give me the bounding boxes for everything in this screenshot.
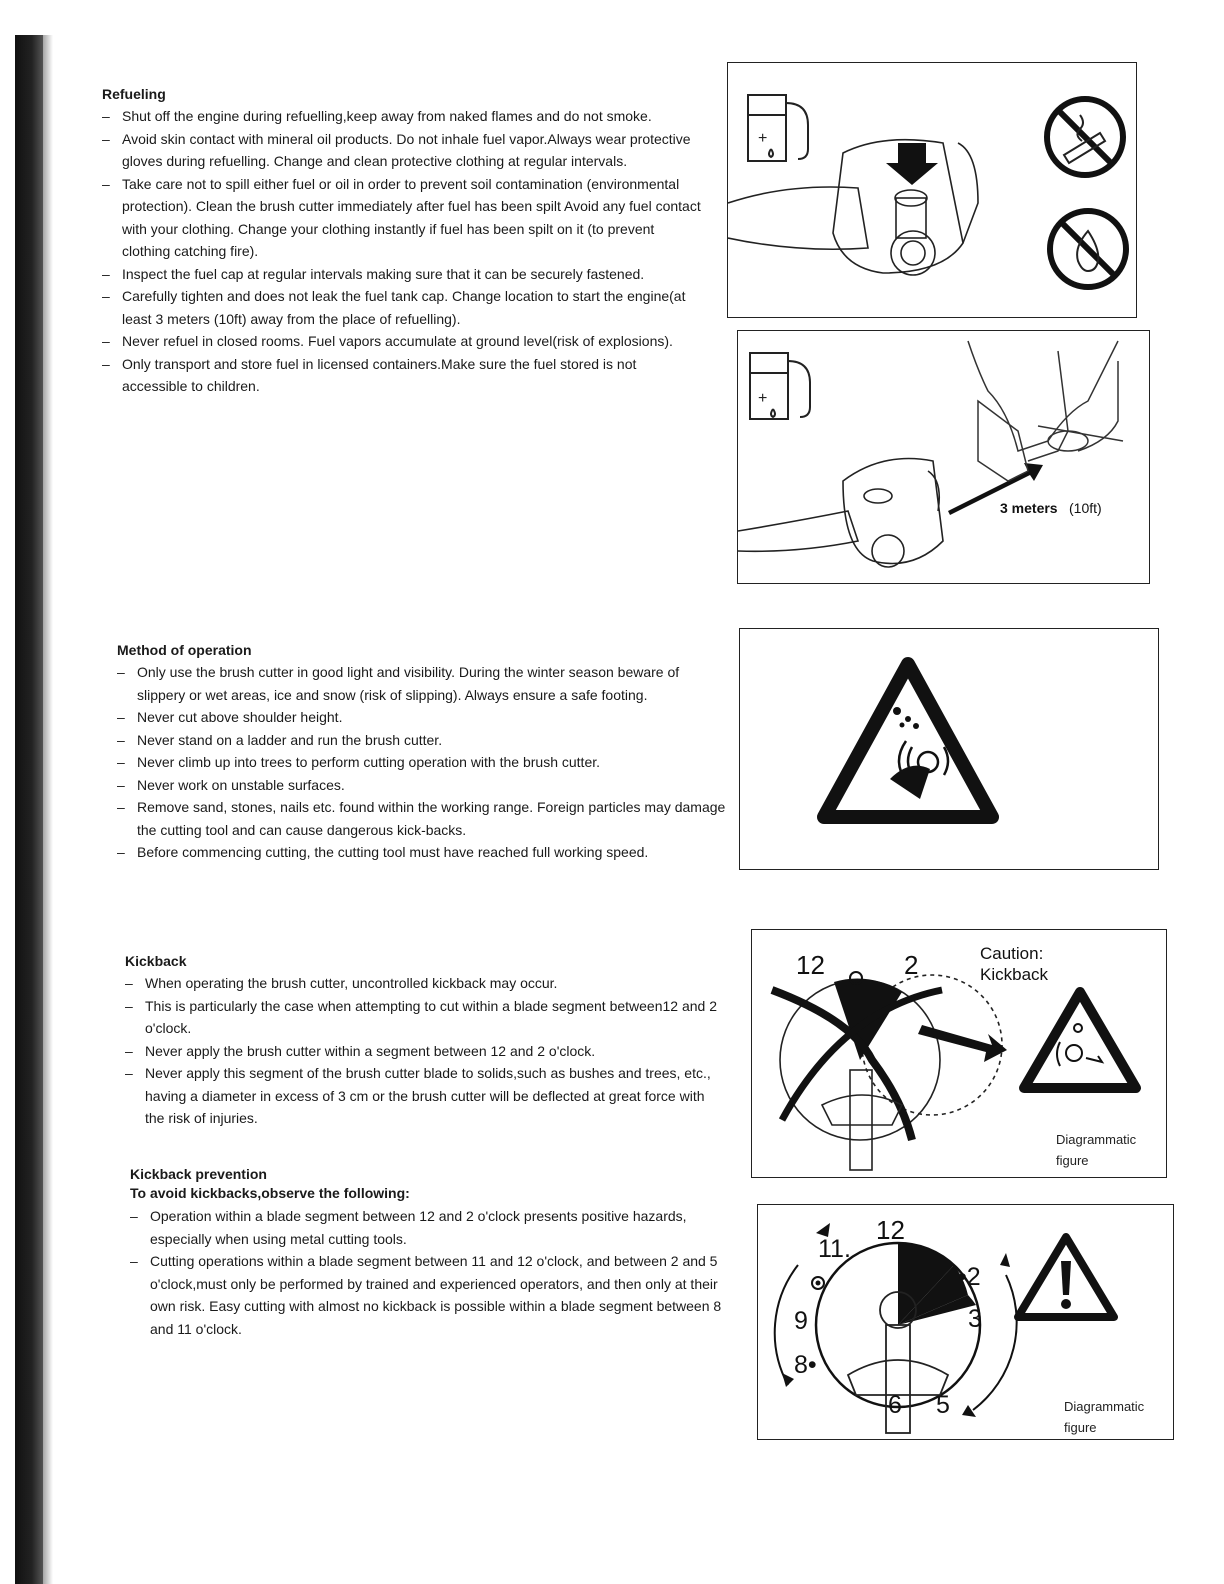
figure-three-meters [737,330,1150,584]
figure-clock-segments [757,1204,1174,1440]
kickback-title: Kickback [125,953,187,969]
list-item: – Never work on unstable surfaces. [117,774,727,797]
list-item: – Never stand on a ladder and run the brush cutter. [117,729,727,752]
list-item: – Never climb up into trees to perform cutting operation with the brush cutter. [117,751,727,774]
list-item: – Never cut above shoulder height. [117,706,727,729]
scan-edge-shadow [15,35,43,1584]
list-item: – Only use the brush cutter in good light and visibility. During the winter season beware of slippery or wet areas, ice and snow (risk of slipping). Always ensure a safe footing. [117,661,727,706]
warning-triangle-icon [824,664,992,817]
list-item: – Carefully tighten and does not leak the fuel tank cap. Change location to start the engine(at least 3 meters (10ft) away from the place of refuelling). [102,285,702,330]
arrow-down-icon [886,143,938,185]
svg-text:+: + [758,390,768,407]
caption-line-2: figure [1056,1153,1089,1168]
pivot-marker-icon [816,1281,821,1286]
figure-kickback-diagram [751,929,1167,1178]
fuel-pump-icon [748,95,808,161]
caution-label: Caution: [980,944,1044,963]
fuel-pump-icon [750,353,810,419]
caption-line-2: figure [1064,1420,1097,1435]
move-away-illustration [738,331,1149,583]
blade-shard-icon [890,766,930,799]
thrown-debris-icon [893,707,919,729]
list-item: – Before commencing cutting, the cutting tool must have reached full working speed. [117,841,727,864]
kickback-label: Kickback [980,965,1049,984]
list-item: – Only transport and store fuel in licensed containers.Make sure the fuel stored is not accessible to children. [102,353,702,398]
list-item: – Shut off the engine during refuelling,keep away from naked flames and do not smoke. [102,105,702,128]
list-item: – This is particularly the case when attempting to cut within a blade segment between12 and 2 o'clock. [125,995,725,1040]
figure-thrown-objects-warning [739,628,1159,870]
warning-triangle-icon [1024,992,1136,1088]
distance-meters-label: 3 meters [1000,500,1058,516]
exclamation-icon [1061,1261,1071,1295]
operator-figure-icon [968,341,1123,481]
list-item: – Never apply the brush cutter within a segment between 12 and 2 o'clock. [125,1040,725,1063]
clock-number-3: 3 [968,1305,982,1333]
arrow-head-icon [962,1405,976,1417]
clock-number-9: 9 [794,1307,808,1335]
list-item: – When operating the brush cutter, uncontrolled kickback may occur. [125,972,725,995]
prevention-title: Kickback prevention [130,1166,267,1182]
scan-edge-fade [43,35,53,1584]
clock-number-2: •2 [958,1263,981,1291]
clock-number-2: 2 [904,950,919,980]
clock-number-12: 12 [796,950,825,980]
list-item: – Never refuel in closed rooms. Fuel vapors accumulate at ground level(risk of explosions). [102,330,702,353]
caption-line-1: Diagrammatic [1056,1132,1137,1147]
kickback-section [125,953,725,1130]
refueling-title: Refueling [102,86,166,102]
refueling-list [102,105,702,398]
kickback-illustration [752,930,1166,1177]
svg-text:+: + [758,130,768,147]
arrow-head-icon [1000,1253,1010,1267]
figure-refuel-no-flames [727,62,1137,318]
brush-cutter-engine-icon [738,459,943,568]
brush-cutter-engine-icon [728,140,978,275]
clock-number-8: 8• [794,1351,817,1379]
clock-segments-illustration [758,1205,1173,1439]
arc-arrow-icon [973,1275,1017,1410]
list-item: – Remove sand, stones, nails etc. found within the working range. Foreign particles may damage the cutting tool and can cause dangerous kick-backs. [117,796,727,841]
clock-number-11: 11. [818,1235,851,1263]
method-title: Method of operation [117,642,252,658]
clock-number-6: 6 [888,1391,902,1419]
prevention-subtitle: To avoid kickbacks,observe the following: [130,1185,410,1201]
method-section [117,642,727,864]
slash-icon [772,990,912,1140]
arrow-head-icon [782,1373,794,1387]
list-item: – Operation within a blade segment between 12 and 2 o'clock presents positive hazards, especially when using metal cutting tools. [130,1205,730,1250]
kickback-list [125,972,725,1130]
refuel-illustration [728,63,1136,317]
list-item: – Cutting operations within a blade segment between 11 and 12 o'clock, and between 2 and 5 o'clock,must only be performed by trained and experienced operators, and then only at their own risk. Easy cutting with almost no kickback is possible within a blade segment between 8 and 11 o'clock. [130,1250,730,1340]
kickback-arrow-icon [918,1025,1007,1062]
exclamation-icon [1061,1299,1071,1309]
kickback-symbol-icon [1057,1024,1102,1066]
caption-line-1: Diagrammatic [1064,1399,1145,1414]
clock-number-12: 12 [876,1215,905,1245]
list-item: – Take care not to spill either fuel or oil in order to prevent soil contamination (environmental protection). Clean the brush cutter immediately after fuel has been spilt Avoid any fuel contact with your clothing. Change your clothing instantly if fuel has been spilt on it (to prevent clothing catching fire). [102,173,702,263]
no-smoking-icon [1047,99,1123,175]
prevention-list [130,1205,730,1340]
list-item: – Avoid skin contact with mineral oil products. Do not inhale fuel vapor.Always wear protective gloves during refuelling. Change and clean protective clothing at regular intervals. [102,128,702,173]
no-open-flame-icon [1050,211,1126,287]
clock-number-5: 5 [936,1391,950,1419]
refueling-section [102,86,702,398]
distance-feet-label: (10ft) [1069,500,1102,516]
list-item: – Inspect the fuel cap at regular intervals making sure that it can be securely fastened. [102,263,702,286]
list-item: – Never apply this segment of the brush cutter blade to solids,such as bushes and trees, etc., having a diameter in excess of 3 cm or the brush cutter will be deflected at great force with the risk of injuries. [125,1062,725,1130]
warning-triangle-illustration [740,629,1158,869]
prevention-section [130,1166,730,1340]
method-list [117,661,727,864]
